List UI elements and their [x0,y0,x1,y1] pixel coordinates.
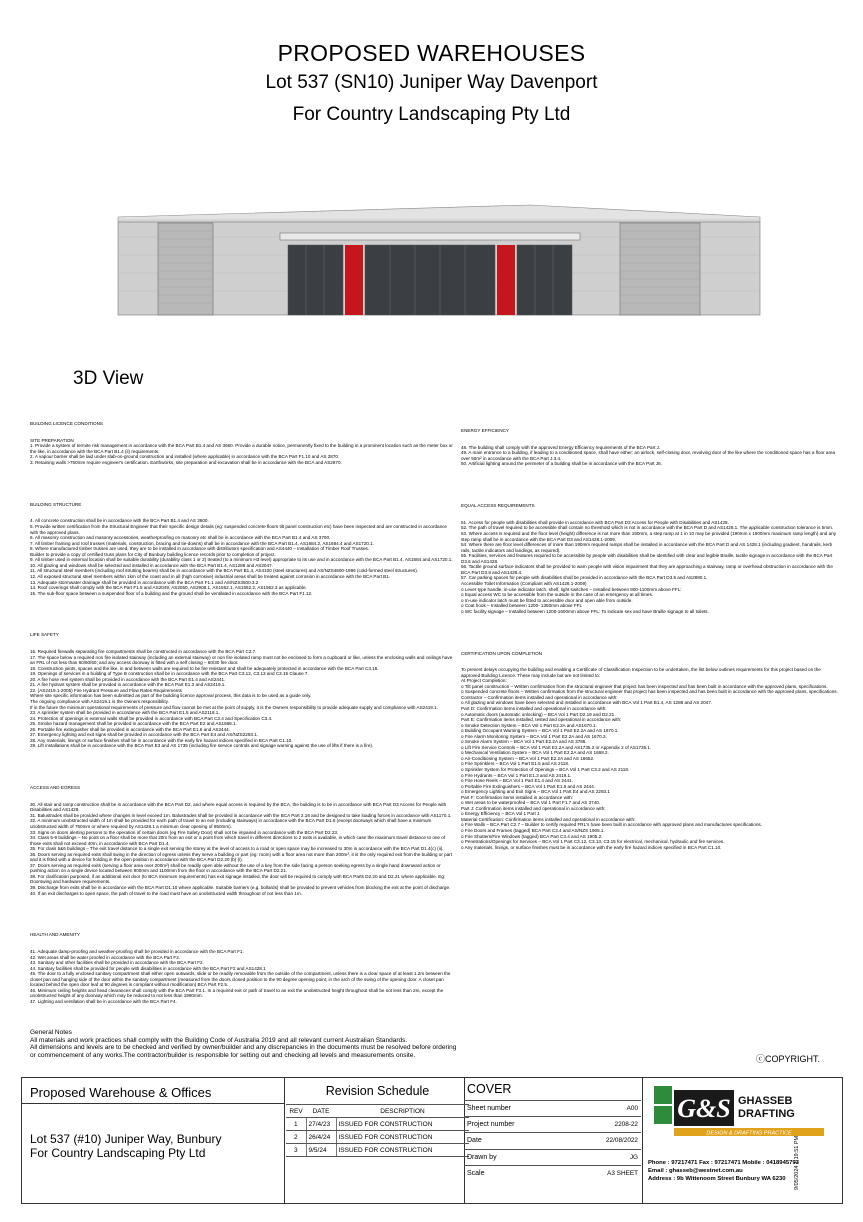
project-address-line: Lot 537 (#10) Juniper Way, Bunbury [30,1132,222,1146]
sheet-title: COVER [467,1082,512,1096]
sheet-info-row [464,1101,641,1117]
project-name: Proposed Warehouse & Offices [30,1085,212,1100]
contact-phone: Phone : 97217471 Fax : 97217471 Mobile : 0418945793 [648,1160,799,1166]
notes-section-body: 51. Access for people with disabilities shall provide in accordance with BCA Part D3 Access for People with Disabilities and AS1428. 52. The path of travel required to be accessible shall contain no threshold which is not in accordance with the BCA Part D and AS1428.1. The applicable construction tolerance is 5mm. 53. Where access is required and the floor level (height) difference is not more than 190mm, a step ramp at 1 in 10 may be provided (190mm x 1900mm maximum ramp length) and any step ramp shall be in accordance with the BCA Part D3 and AS1428.1-2009. 54. Where there are floor level differences of more than 190mm required ramps shall be installed in accordance with the BCA Part D and AS 1428.1 (including gradient, handrails, kerb rails, tactile indicators and landings, as required). 55. Facilities, services and features required to be accessible by people with disabilities shall be identified with clear and legible Braille, tactile signage in accordance with the BCA Part D3.6 and AS1428. 56. Tactile ground surface indicators shall be provided to warn people with vision impairment that they are approaching a stairway, ramp or overhead obstruction in accordance with the BCA Part D3.8 and AS1428.4. 57. Car parking spaces for people with disabilities shall be provided in accordance with the BCA Part D3.5 and AS2890.1. Accessible Toilet Information (Compliant with AS1428.1-2009) o Lever type handle, in-use indicator latch, shelf, light switches – Installed between 900-1100mm above FFL: o Equal access WC to be accessible from the outside in the case of an emergency at all times. o In-use indicator latch must be fitted to accessible door and open able from outside. o Coat hook – Installed between 1200- 1350mm above FFL o WC facility signage – Installed between 1200-1600mm above FFL: To indicate sex and have Braille signage to all toilets. [461,519,836,614]
notes-section-heading: HEALTH AND AMENITY [30,932,80,938]
sheet-info-value: A00 [567,1101,641,1117]
copyright-notice: ⓒCOPYRIGHT. [755,1054,820,1064]
notes-section [30,491,454,607]
sheet-info-table [464,1100,641,1181]
contact-address: Address : 9b Wittenoom Street Bunbury WA 6230 [648,1176,786,1182]
drawing-subtitle-address: Lot 537 (SN10) Juniper Way Davenport [265,72,598,93]
notes-section [461,492,841,625]
notes-section-heading: BUILDING LICENCE CONDITIONS [30,421,103,427]
ghasseb-drafting-logo [652,1084,832,1139]
office-glazing-left [288,245,343,315]
revision-number: 1 [286,1118,306,1131]
sheet-info-label: Scale [464,1165,567,1181]
svg-text:G&S: G&S [677,1094,731,1123]
sheet-info-value: JG [567,1149,641,1165]
sheet-info-label: Sheet number [464,1101,567,1117]
contact-email: Email : ghasseb@westnet.com.au [648,1168,743,1174]
notes-section [30,410,454,477]
notes-section-heading: BUILDING STRUCTURE [30,501,82,507]
title-block-divider [22,1103,284,1104]
notes-section [30,774,454,907]
general-notes-line: or commencement of any works.The contractor/builder is responsible for setting out and checking all levels and measurements onsite. [30,1051,416,1059]
notes-section-heading: EQUAL ACCESS REQUIREMENTS [461,503,535,509]
revision-row [286,1131,469,1144]
drawing-title: PROPOSED WAREHOUSES [277,40,586,66]
notes-section-body: 48. The building shall comply with the approved Energy Efficiency requirements of the BCA Part J. 49. A main entrance to a building, if leading to a conditioned space, shall have either: an airlock, self-closing door, revolving door of the like where the conditioned space has a floor area over 50m² in accordance with the BCA Part J.3.4. 50. Artificial lighting around the perimeter of a building shall be in accordance with the BCA Part J6. [461,444,836,467]
revision-schedule-title: Revision Schedule [325,1084,430,1098]
revision-description: ISSUED FOR CONSTRUCTION [336,1131,469,1144]
notes-section-body: To prevent delays occupying the building and enabling a Certificate of Classification Inspection to be undertaken, the list below outlines requirements for this project based on the approved Building Licence. These may include but are not limited to: At Project Completion: o Tilt panel construction – Written confirmation from the structural engineer that project has been inspected and has been built in accordance with the approved plans, specifications. o Suspended concrete floors – Written confirmation from the structural engineer that project has been inspected and has been built in accordance with the approved plans, specifications. Contractor – Confirmation items installed and operational in accordance with: o All glazing and windows have been selected and installed in accordance with BCA Vol 1 Part B1.4, AS 1288 and AS 2047. Part D: Confirmation items installed and operational in accordance with: o Automatic doors (automatic unlocking) – BCA Vol 1 Part D2.19 and D2.21. Part E: Confirmation items installed, tested and operational in accordance with: o Smoke Detection System – BCA Vol 1 Part E2.2A and AS1670.1. o Building Occupant Warning System – BCA Vol 1 Part E2.2A and AS 1670.1. o Fire Alarm Monitoring System – BCA Vol 1 Part E2.2A and AS 1670.3. o Smoke Alarm System – BCA Vol 1 Part E2.2A and AS 3786. o Lift Fire Service Controls – BCA Vol 1 Part E2.2A and AS1735.2 or Appendix 2 of AS1735.1. o Mechanical Ventilation System – BCA Vol 1 Part E2.2A and AS 1668.2. o Air-Conditioning System – BCA Vol 1 Part E2.2A and AS 16652. o Fire Sprinklers – BCA Vol 1 Part E1.5 and AS 2118. o Sprinkler System for Protection of Openings – BCA Vol 1 Part C3.2 and AS 2118. o Fire Hydrants – BCA Vol 1 Part E1.3 and AS 2419.1. o Fire Hose Reels – BCA Vol 1 Part E1.4 and AS 2441. o Portable Fire Extinguishers – BCA Vol 1 Part E1.6 and AS 2444. o Emergency Lighting and Exit Signs – BCA Vol 1 Part E4 and AS 2293.1 Part F: Confirmation items installed in accordance with: o Wet areas to be waterproofed – BCA Vol 1 Part F1.7 and AS 3740. Part J: Confirmation items installed and operational in accordance with: o Energy Efficiency – BCA Vol 1 Part J. Material Certification: Confirmation items installed and operational in accordance with: o Fire Walls – BCA Part C2.7 – Builder to certify required FRL's have been built in accordance with approved plans and manufactures specifications. o Fire Doors and Frames (tagged) BCA Part C3.4 and AS/NZS 1905.1. o Fire Shutters/Fire Windows (tagged) BCA Part C3.4 and AS 1905.2. o Penetrations/Openings for Services – BCA Vol 1 Part C3.12, C3.13, C3.15 for electrical, mechanical, hydraulic and fire services. o Any materials, linings, or surface finishes must be in accordance with the early fire hazard indices specified in BCA Part C1.10. [461,667,838,850]
revision-header-date: DATE [306,1105,336,1118]
sheet-info-label: Date [464,1133,567,1149]
revision-row [286,1144,469,1157]
revision-description: ISSUED FOR CONSTRUCTION [336,1118,469,1131]
office-glazing-right [517,245,572,315]
print-timestamp: 9/05/2024 1:19:51 PM [794,1135,800,1190]
sheet-info-value: A3 SHEET [567,1165,641,1181]
notes-section-heading: CERTIFICATION UPON COMPLETION [461,650,542,656]
revision-date: 27/4/23 [306,1118,336,1131]
sheet-info-label: Project number [464,1117,567,1133]
notes-section [30,921,454,1015]
revision-number: 2 [286,1131,306,1144]
sheet-info-row [464,1117,641,1133]
warehouse-3d-render [110,205,765,315]
revision-header-row [286,1105,469,1118]
warehouse-roof [118,205,760,222]
revision-header-rev: REV [286,1105,306,1118]
revision-row [286,1118,469,1131]
notes-left-column [30,399,454,1009]
notes-section [461,639,841,861]
revision-date: 26/4/24 [306,1131,336,1144]
drawing-subtitle-client: For Country Landscaping Pty Ltd [292,104,571,125]
office-awning [280,233,580,240]
view-label: 3D View [73,368,144,389]
notes-right-column [461,406,841,1006]
notes-section [30,621,454,760]
red-entry-door-left [345,245,363,315]
general-notes-line: All dimensions and levels are to be checked and verified by owner/builder and any discrepancies in the documents must be resolved before ordering [30,1044,457,1052]
notes-section-body: 41. Adequate damp-proofing and weather-proofing shall be provided in accordance with the BCA Part F1. 42. Wet areas shall be water proofed in accordance with the BCA Part F2. 43. Sanitary and other facilities shall be provided in accordance with the BCA Part F2. 44. Sanitary facilities shall be provided for people with disabilities in accordance with the BCA Part F2 and AS1428.1 45. The door to a fully enclosed sanitary compartment shall either open outwards, slide or be readily removable from the outside of the compartment, unless there is a clear space of at least 1.2m between the closet pan and hanging side of the door within the sanitary compartment (measured from the doors closed position to the 90 degree opening point, in the arch of the swing of the opening door. A closet pan located behind the open door leaf at 90 degrees is compliant without modification) BCA Part F2.5. 46. Minimum ceiling heights and head clearances shall comply with the BCA Part F3.1. In a required exit or path of travel to an exit the unobstructed height throughout shall be not less than 2m, except the unobstructed height of any doorway which may be reduced to not less than 1980mm. 47. Lighting and ventilation shall be in accordance with the BCA Part F4. [30,949,451,1004]
notes-section-heading: ACCESS AND EGRESS [30,785,81,791]
notes-section-heading: LIFE SAFETY [30,632,59,638]
sheet-info-value: 22/08/2022 [567,1133,641,1149]
project-client-line: For Country Landscaping Pty Ltd [30,1146,206,1160]
title-block-divider [642,1078,643,1203]
notes-section-body: 4. All concrete construction shall be in accordance with the BCA Part B1.4 and AS 3600. 5. Provide written certification from the Structural Engineer that their specific design details (eg: suspended concrete floors tilt panel construction etc) have been inspected and are constructed in accordance with the approved plans. 6. All masonry construction and masonry accessories, weatherproofing on masonry etc shall be in accordance with the BCA Part B1.4 and AS 3700. 7. All timber framing and roof trusses (materials, construction, bracing and tie-downs) shall be in accordance with the BCA Part B1.4, AS1684.2, AS1684.4 and AS1720.1. 8. Where manufactured timber trusses are used, they are to be installed in accordance with distributors specification and AS4440 – Installation of Timber Roof Trusses. Builder to provide a copy of certified truss plans for City of Bunbury building licence records prior to completion of project. 9. All timber used in external location shall be suitable durability (durability class 1 or 2) treated (to a minimum H3 level) appropriate to its use and in accordance with the BCA Part B1.4, AS1684 and AS1720.1. 10. All glazing and windows shall be selected and installed in accordance with the BCA Part B1.4, AS1288 and AS2047. 11. All structural steel members (including roof strutting beams) shall be in accordance with the BCA Part B1.4, AS4100 (steel structures) and AS/NZS4600-1996 (cold-formed steel structures). 12. All exposed structural steel members within 1km of the coast and in all (high corrosive) industrial areas shall be treated against corrosion in accordance with the BCA Part B1. 13. Adequate stormwater drainage shall be provided in accordance with the BCA Part F1.1 and AS/NZS3500.3.2 14. Roof coverings shall comply with the BCA Part F1.5 and AS2049, AS2050, AS2908.1, AS1562.1, AS1562.2, AS1562.3 as applicable. 15. The sub-floor space between a suspended floor of a building and the ground shall be ventilated in accordance with the BCA Part F1.12. [30,518,453,596]
notes-section-body: 30. All stair and ramp construction shall be in accordance with the BCA Part D2, and where equal access is required by the BCA, the building is to be in accordance with BCA Part D3 Access for People with Disabilities and AS1428. 31. Balustrades shall be provided where changes in level exceed 1m. Balustrades shall be provided in accordance with the BCA Part 2.16 and be designed to take loading forces in accordance with AS1170.1. 32. A minimum unobstructed width of 1m shall be provided for each path of travel to an exit (including stairways) in accordance with the BCA Part D1.6 (except doorways which shall have a minimum unobstructed width of 750mm or where required by AS1428.1 a minimum clear opening of 850mm). 33. Signs on doors alerting persons to the operation of certain doors (eg Fire Safety Door) shall not be impaired in accordance with the BCA Part D2.23. 34. Class 5-9 buildings – No point on a floor shall be more that 20m from an exit or a point from which travel in different directions to 2 exits is available, in which case the maximum travel distance to one of those exits shall not exceed 40m, in accordance with BCA Part D1.4. 35. For class 5&6 buildings – The exit travel distance to a single exit serving the storey at the level of access to a road or open space may be increased to 30m in accordance with the BCA Part D1.4(c) (ii). 36. Doors serving as required exits shall swing in the direction of egress unless they serve a building or part (eg: room) with a floor area not more than 200m², it is the only required exit from the building or part and it is fitted with a device for holding in the open position in accordance with the BCA Part D2.20 (b) (i). 37. Doors serving as required exits (serving a floor area over 200m²) shall be readily open able without the use of a key from the side facing a person seeking egress by a single hand downward action or pushing action on a single device located between 900mm and 1100mm from the floor in accordance with the BCA Part D2.21. 38. For clarification purposed, if an additional exit door (to BCA minimum requirements) has exit signage installed, the door will be required to comply with BCA Parts D2.20 and D2.21 where applicable. Eg: Doorswing and hardware requirements. 39. Discharge from exits shall be in accordance with the BCA Part D1.10 where applicable. Suitable barriers (e.g. bollards) shall be provided to prevent vehicles from blocking the exit at the point of discharge. 40. If an exit discharges to open space, the path of travel to the road must have an unobstructed width throughout of not less than 1m. [30,801,453,896]
notes-section-body: SITE PREPARATION 1. Provide a system of termite risk management in accordance with the BCA Part B1.4 and AS 3660. Provide a durable notice, permanently fixed to the building in a prominent location such as the meter box or the like, in accordance with the BCA Part B1.4 (ii) requirements. 2. A vapour barrier shall be laid under slab-on-ground construction and installed (where applicable) in accordance with the BCA Part F1.10 and AS 2870. 3. Retaining walls >750mm require engineer's certification. Earthworks, site preparation and excavation shall be in accordance with the BCA and AS2870. [30,437,453,466]
sheet-info-row [464,1133,641,1149]
notes-section-body: 16. Required firewalls separating fire compartments shall be constructed in accordance with the BCA Part C2.7. 17. The space below a required non fire isolated stairway (including an external stairway) or non fire isolated ramp must not be enclosed to form a cupboard or like, unless the enclosing walls and ceilings have an FRL of not less than 60/60/60; and any access doorway is fitted with a self closing – 60/30 fire door. 18. Construction joints, spaces and the like, in and between walls are required to be fire resistant and shall be adequately protected in accordance with the BCA Part C3.16. 19. Openings of services in a building of Type B construction shall be in accordance with the BCA Part C3.12, C3.13 and C3.15 Clause 7. 20. A fire hose reel system shall be provided in accordance with the BCA Part E1.4 and AS2441. 21. A fire hydrant system shall be provided in accordance with the BCA Part E1.3 and AS2419.1. 22. (AS2419.1-2005) Fire Hydrant Pressure and Flow Rates Requirements Where site specific information has been submitted as part of the building licence approval process, this data is to be used as a guide only. The ongoing compliance with AS2419.1 is the Owners responsibility. If in the future the minimum operational requirements of pressure and flow cannot be met at the point of supply, it is the Owners responsibility to provide adequate supply and compliance with AS2419.1. 23. A sprinkler system shall be provided in accordance with the BCA Part E1.5 and AS2118.1. 24. Protection of openings in external walls shall be provided in accordance with BCA Part C3.4 and Specification C3.4. 25. Smoke hazard management shall be provided in accordance with the BCA Part E2 and AS1668.1. 26. Portable fire extinguisher shall be provided in accordance with the BCA Part E1.6 and AS2444. 27. Emergency lighting and exit signs shall be provided in accordance with the BCA Part E4 and AS/NZS2293.1. 28. Any materials, linings or surface finishes shall be in accordance with the early fire hazard indices specified in BCA Part C1.10. 29. Lift installations shall be in accordance with the BCA Part E3 and AS 1735 (including fire service controls and signage warning against the use of lifts if there is a fire). [30,649,453,749]
red-entry-door-right [497,245,515,315]
logo-tagline: DESIGN & DRAFTING PRACTICE [706,1130,792,1137]
general-notes-heading: General Notes [30,1029,72,1036]
logo-text-ghasseb: GHASSEB [738,1095,793,1107]
notes-section [461,417,841,478]
general-notes-line: All materials and work practices shall comply with the Building Code of Australia 2019 and all relevant current Australian Standards. [30,1036,408,1044]
project-address [30,1132,290,1160]
logo-text-drafting: DRAFTING [738,1108,795,1120]
sheet-info-row [464,1165,641,1181]
sheet-info-row [464,1149,641,1165]
notes-section-heading: ENERGY EFFICIENCY [461,428,509,434]
sheet-info-value: 2208-22 [567,1117,641,1133]
revision-header-description: DESCRIPTION [336,1105,469,1118]
roller-door-left [158,223,213,315]
revision-description: ISSUED FOR CONSTRUCTION [336,1144,469,1157]
roller-door-right [620,223,700,315]
revision-table [286,1104,469,1157]
title-block [21,1077,843,1204]
revision-date: 9/5/24 [306,1144,336,1157]
sheet-info-label: Drawn by [464,1149,567,1165]
revision-number: 3 [286,1144,306,1157]
office-glazing-mid [365,245,495,315]
